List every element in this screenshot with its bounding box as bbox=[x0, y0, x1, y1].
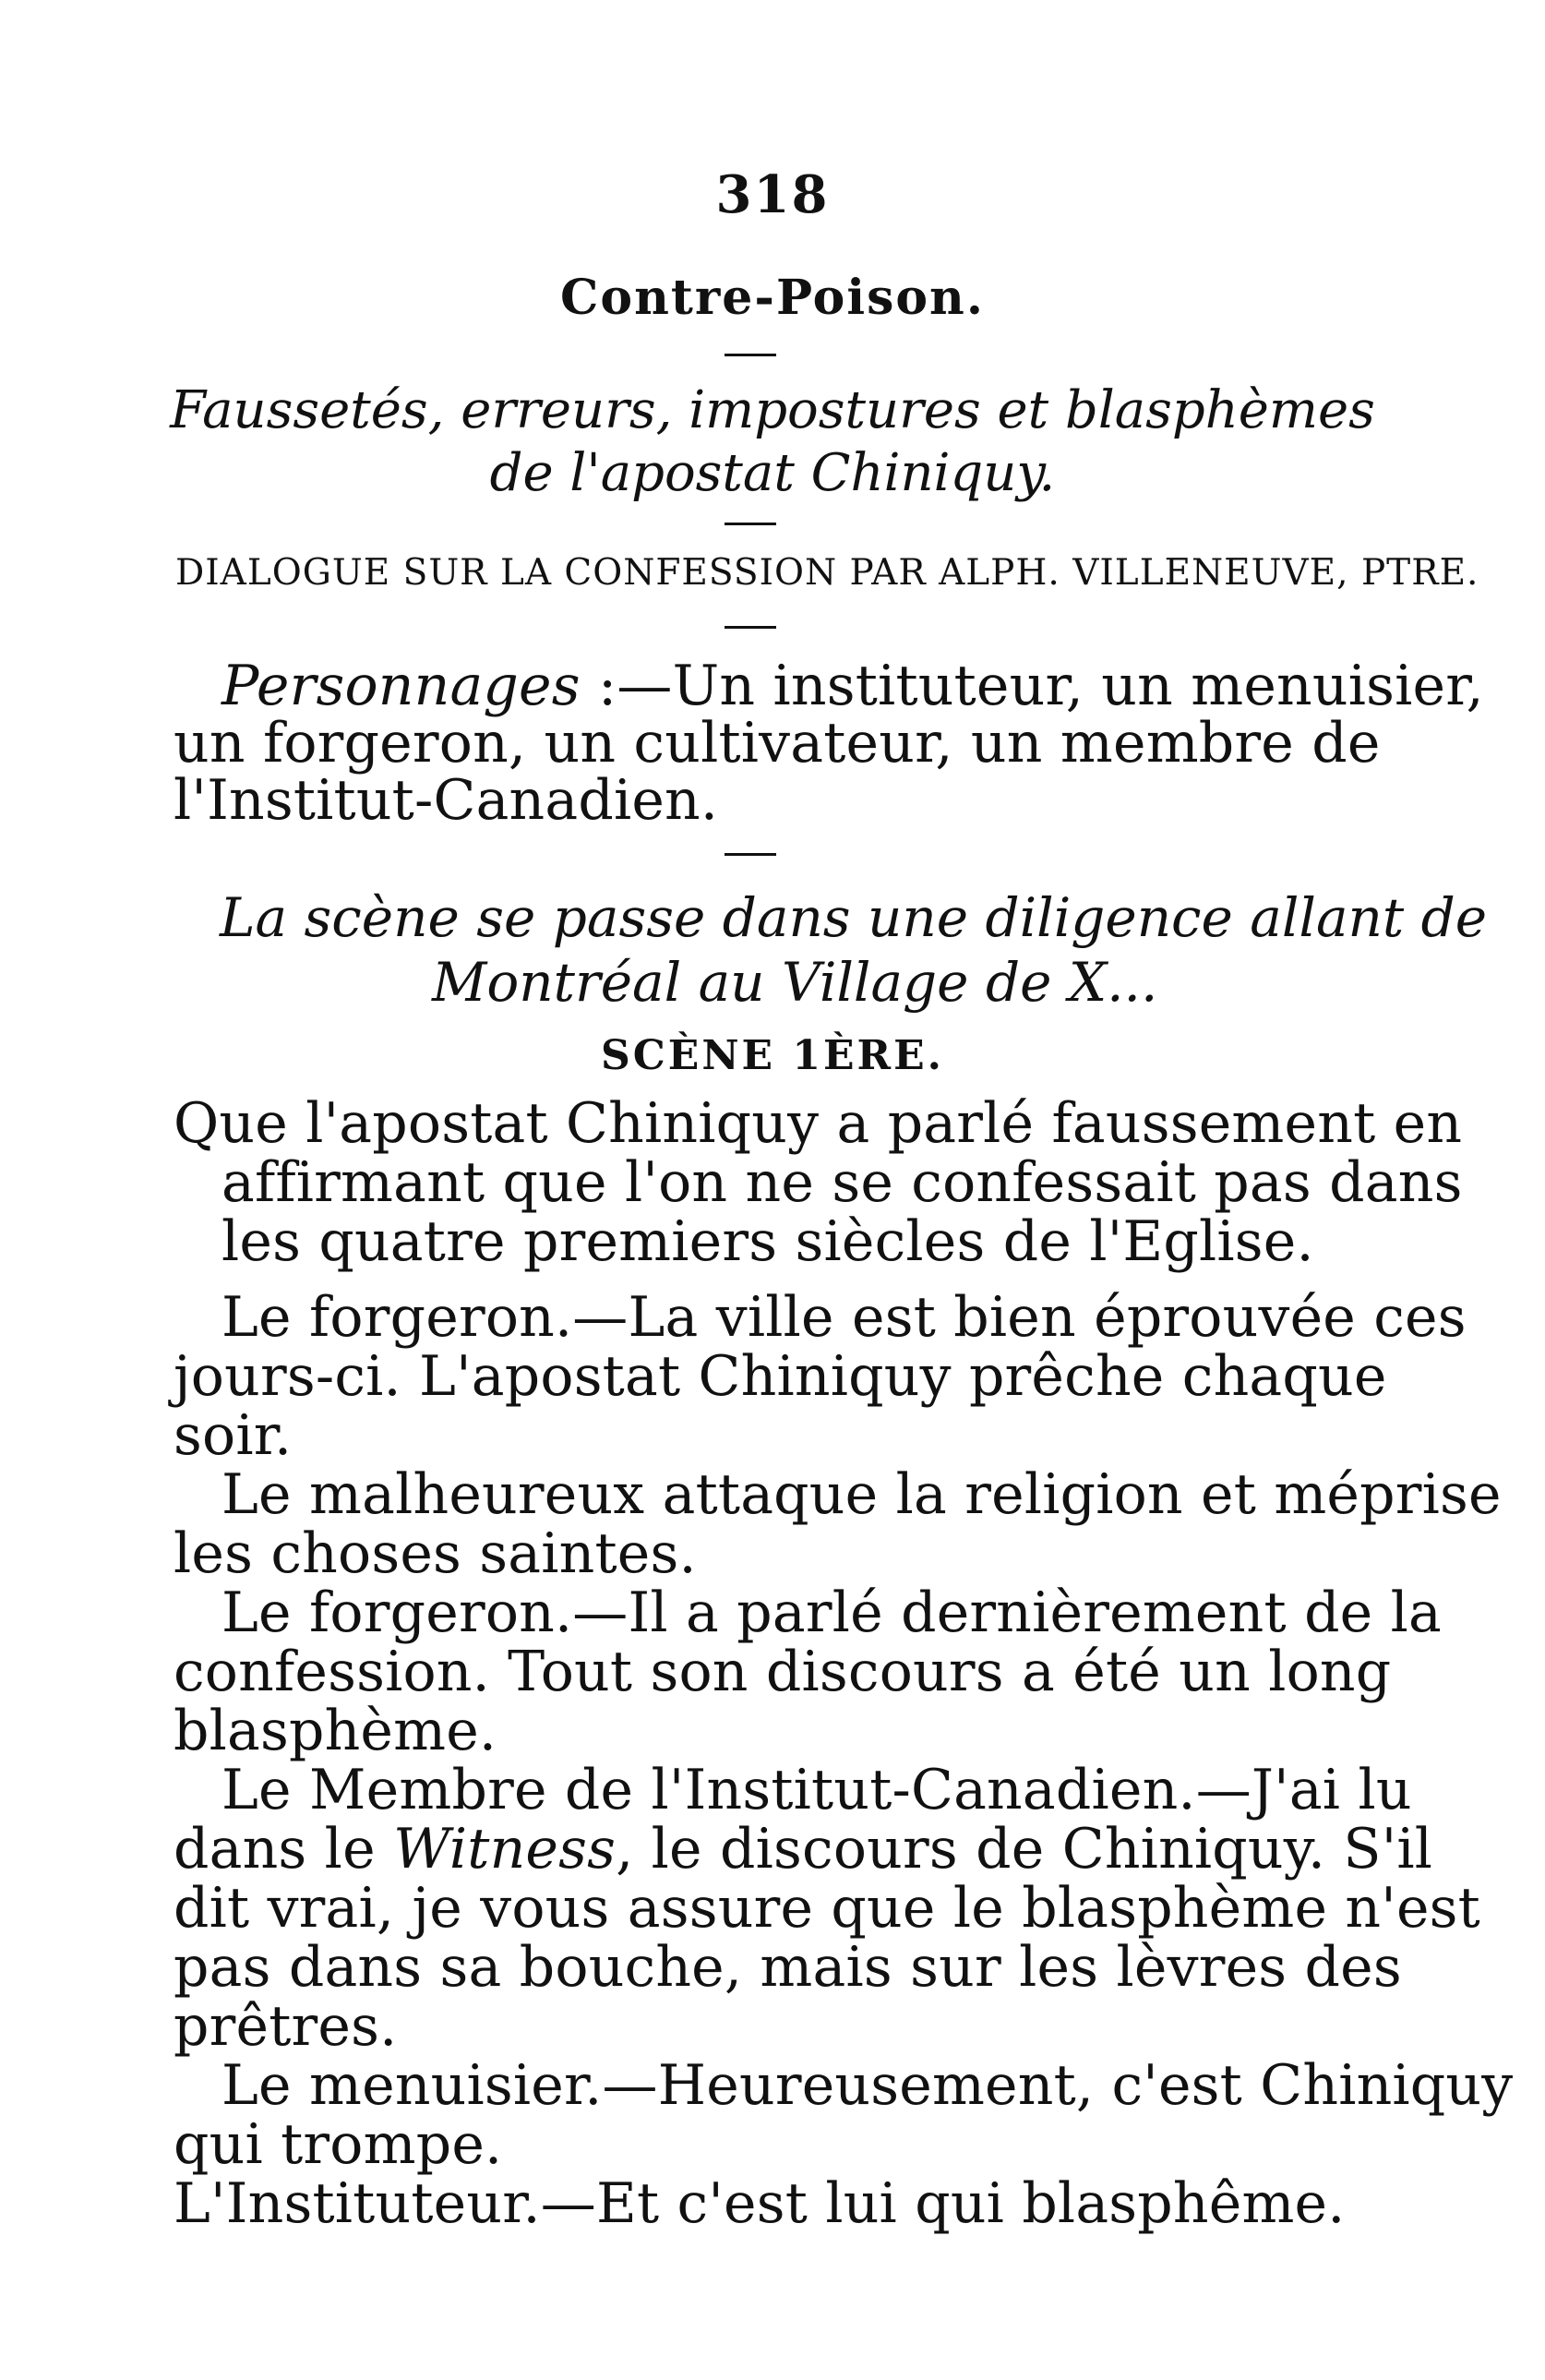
dialogue-heading: DIALOGUE SUR LA CONFESSION PAR ALPH. VILLENEUVE, PTRE. bbox=[175, 552, 1479, 594]
dialogue-text: , le discours de Chiniquy. S'il bbox=[616, 1817, 1433, 1881]
divider-rule bbox=[725, 354, 776, 356]
subtitle-line-1: Faussetés, erreurs, impostures et blasphèmes bbox=[170, 380, 1375, 440]
divider-rule bbox=[725, 523, 776, 525]
characters-line-3: l'Institut-Canadien. bbox=[174, 768, 719, 833]
divider-rule bbox=[725, 626, 776, 629]
summary-line-3: les quatre premiers siècles de l'Eglise. bbox=[222, 1209, 1314, 1274]
subtitle-line-2: de l'apostat Chiniquy. bbox=[489, 443, 1056, 503]
characters-line-1 bbox=[222, 654, 1484, 718]
setting-line-1: La scène se passe dans une diligence allant de bbox=[220, 886, 1488, 949]
summary-line-1: Que l'apostat Chiniquy a parlé faussement en bbox=[174, 1091, 1463, 1156]
dialogue-line: blasphème. bbox=[174, 1699, 497, 1763]
characters-label: Personnages bbox=[222, 654, 581, 718]
dialogue-line: Le forgeron.—Il a parlé dernièrement de la bbox=[222, 1581, 1443, 1645]
dialogue-line: prêtres. bbox=[174, 1994, 398, 2059]
dialogue-line: qui trompe. bbox=[174, 2112, 503, 2177]
running-title: Contre-Poison. bbox=[560, 270, 985, 326]
page-number: 318 bbox=[715, 164, 830, 225]
dialogue-line: Le menuisier.—Heureusement, c'est Chiniquy bbox=[222, 2053, 1514, 2118]
scene-heading: SCÈNE 1ÈRE. bbox=[601, 1032, 944, 1079]
dialogue-line: Le Membre de l'Institut-Canadien.—J'ai lu bbox=[222, 1758, 1412, 1822]
dialogue-line: soir. bbox=[174, 1403, 293, 1468]
dialogue-line: Le forgeron.—La ville est bien éprouvée ces bbox=[222, 1285, 1467, 1350]
dialogue-line: confession. Tout son discours a été un long bbox=[174, 1640, 1392, 1704]
dialogue-line bbox=[174, 1817, 1432, 1881]
divider-rule bbox=[725, 853, 776, 856]
dialogue-line: dit vrai, je vous assure que le blasphème n'est bbox=[174, 1876, 1480, 1941]
dialogue-line: les choses saintes. bbox=[174, 1521, 697, 1586]
characters-line-2: un forgeron, un cultivateur, un membre de bbox=[174, 711, 1381, 775]
setting-line-2: Montréal au Village de X... bbox=[432, 951, 1158, 1014]
summary-line-2: affirmant que l'on ne se confessait pas dans bbox=[222, 1150, 1463, 1215]
newspaper-title: Witness bbox=[393, 1817, 617, 1881]
characters-list: :—Un instituteur, un menuisier, bbox=[580, 654, 1484, 718]
dialogue-line: jours-ci. L'apostat Chiniquy prêche chaque bbox=[174, 1344, 1387, 1409]
dialogue-text: dans le bbox=[174, 1817, 394, 1881]
dialogue-line: Le malheureux attaque la religion et méprise bbox=[222, 1462, 1502, 1527]
dialogue-line: pas dans sa bouche, mais sur les lèvres des bbox=[174, 1935, 1402, 2000]
dialogue-line: L'Instituteur.—Et c'est lui qui blasphême. bbox=[174, 2171, 1346, 2236]
